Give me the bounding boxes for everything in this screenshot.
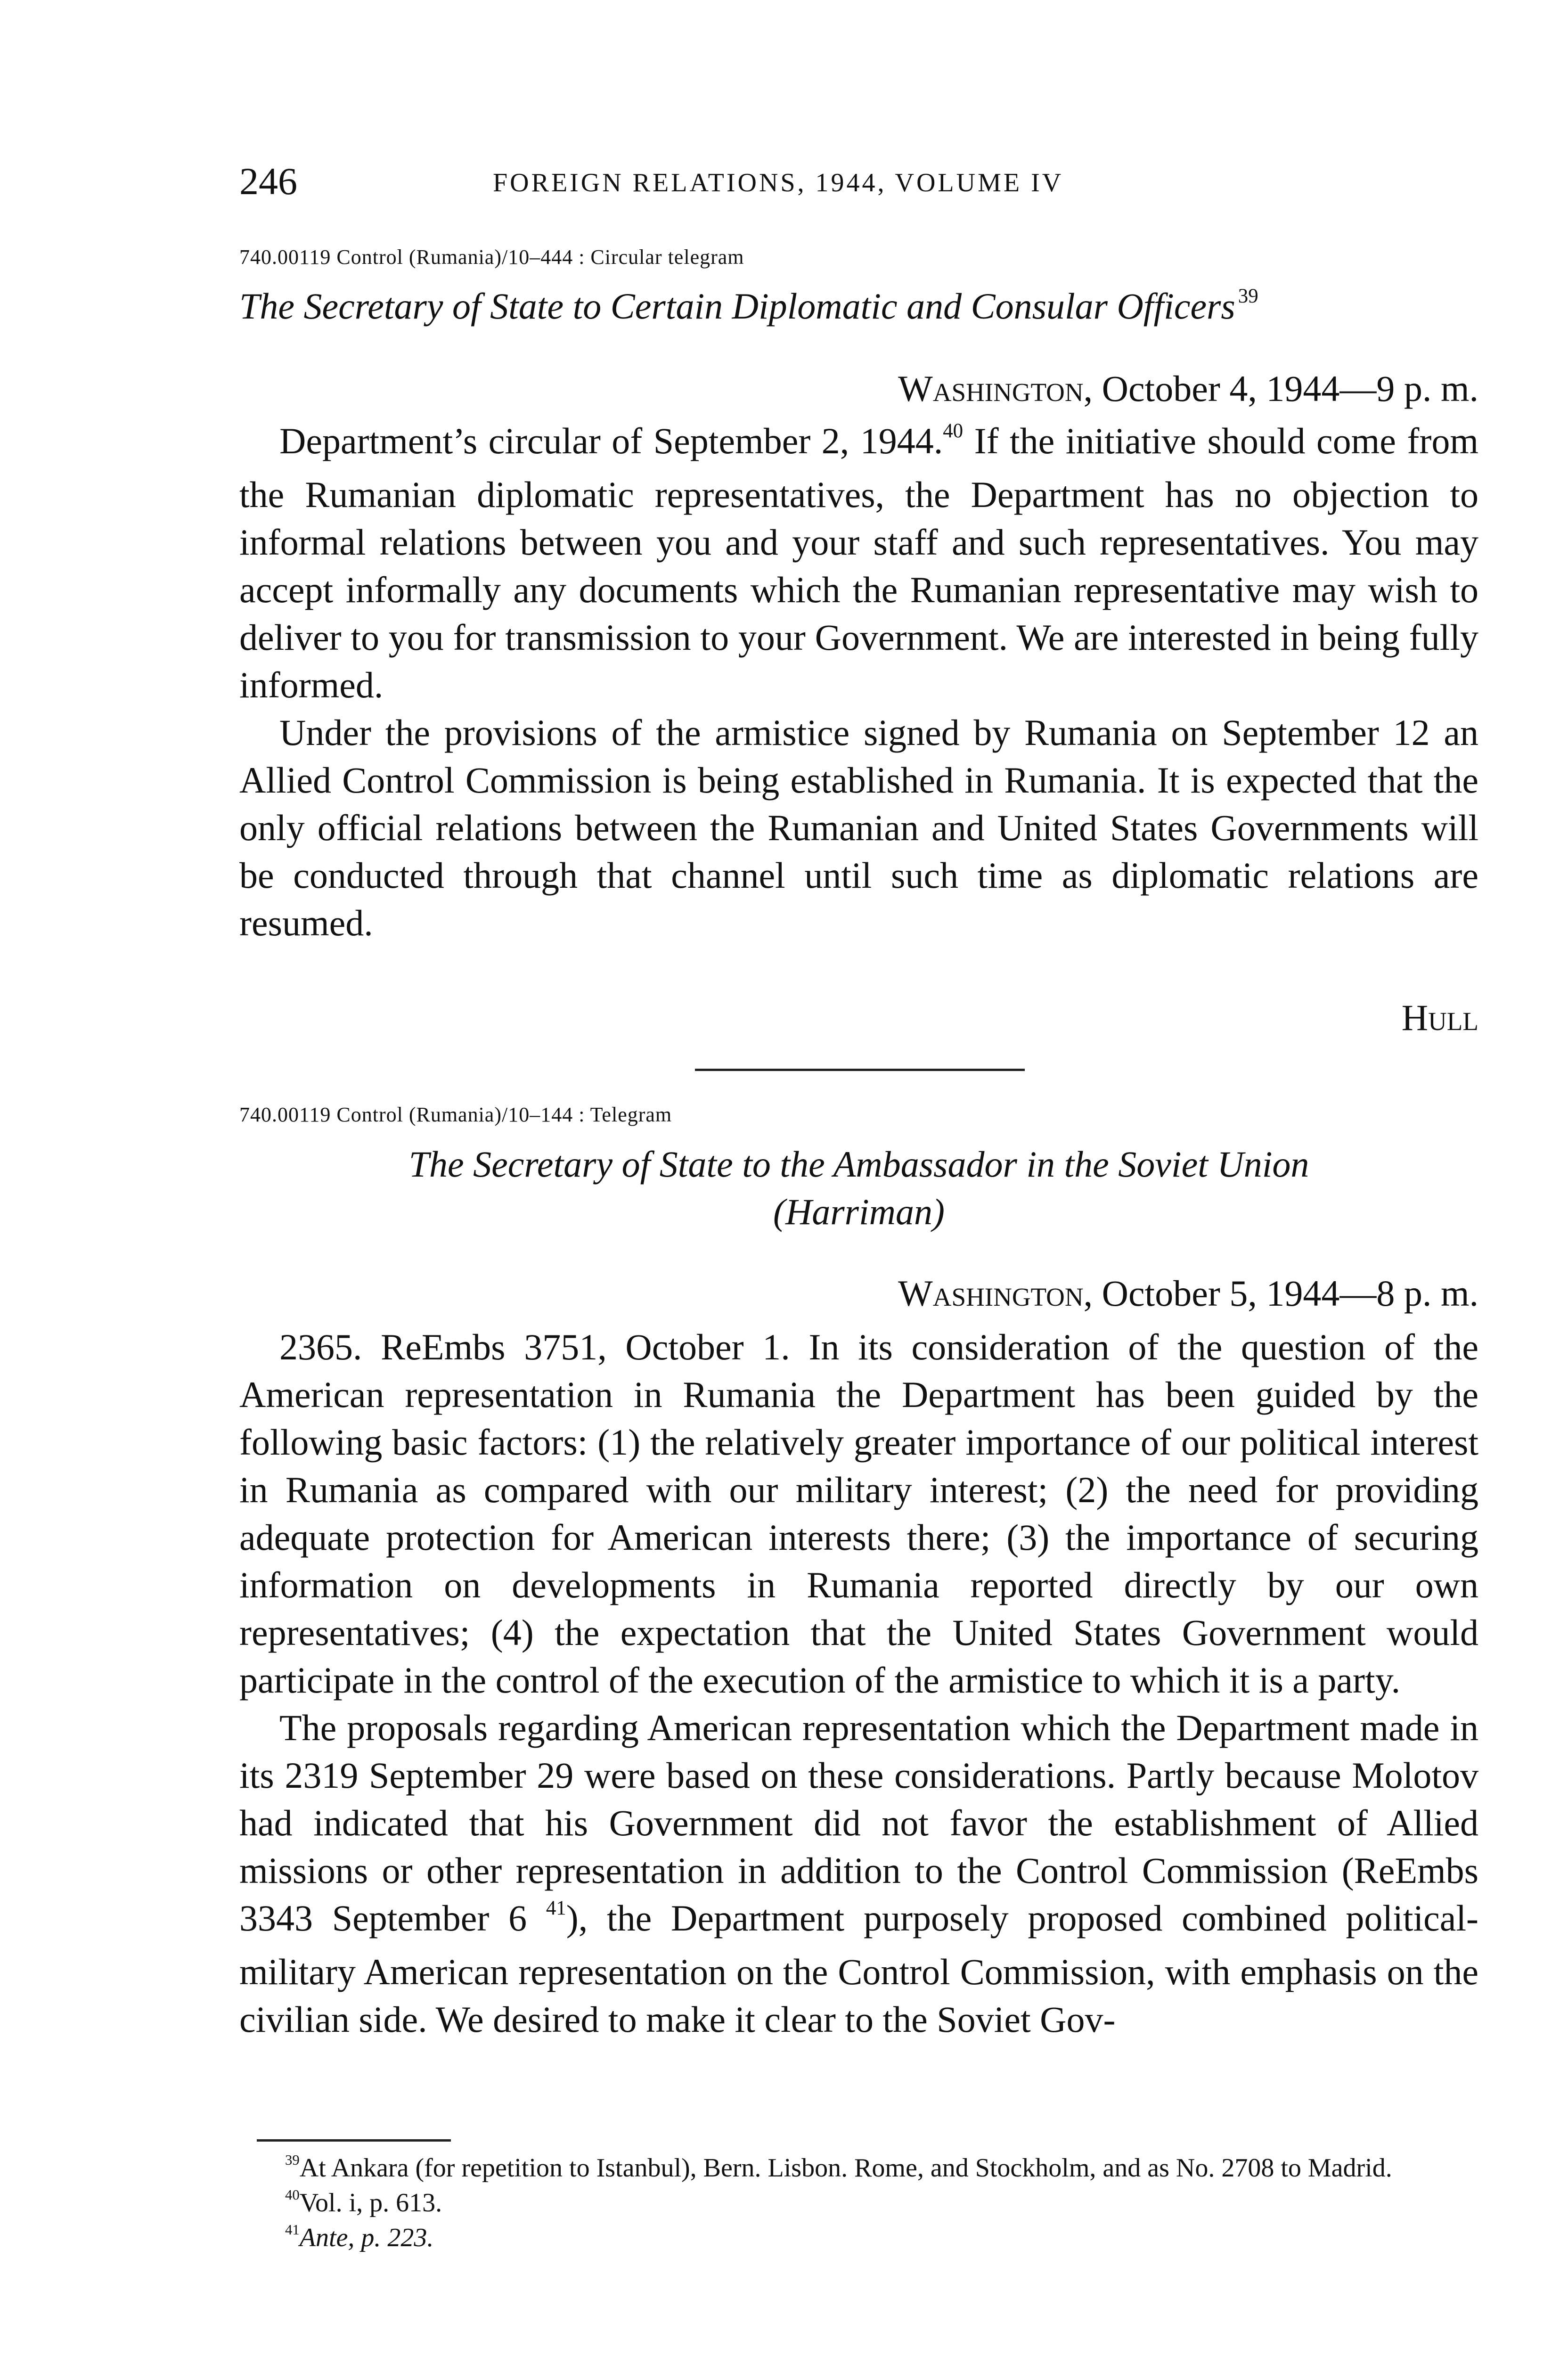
document-title [239, 285, 1258, 327]
document-body [239, 417, 1478, 947]
running-head: FOREIGN RELATIONS, 1944, VOLUME IV [493, 168, 1064, 197]
footnote-ref: 41 [546, 1897, 566, 1919]
document-title-line: The Secretary of State to the Ambassador in the Soviet Union [408, 1144, 1309, 1185]
paragraph [239, 417, 1478, 709]
document-title-text: The Secretary of State to Certain Diplomatic and Consular Officers [239, 286, 1235, 327]
dateline-date: October 5, 1944—8 p. m. [1102, 1273, 1478, 1314]
file-reference: 740.00119 Control (Rumania)/10–144 : Telegram [239, 1103, 672, 1126]
footnote-ref: 40 [943, 419, 964, 442]
signature: Hull [1401, 997, 1478, 1038]
footnote-ref: 39 [1238, 285, 1258, 307]
footnote-text: Ante, p. 223. [299, 2223, 434, 2252]
document-title [239, 1140, 1478, 1235]
footnote-number: 39 [285, 2152, 300, 2168]
paragraph: Under the provisions of the armistice signed by Rumania on September 12 an Allied Control Commission is being established in Rumania. It is expected that the only official relations between the Rumanian and United States Governments will be conducted through that channel until such time as diplomatic relations are resumed. [239, 712, 1478, 943]
footnote-divider [257, 2139, 451, 2142]
footnote [257, 2152, 1478, 2187]
dateline [239, 1272, 1478, 1315]
dateline-date: October 4, 1944—9 p. m. [1102, 368, 1478, 409]
footnote [257, 2187, 1478, 2222]
section-divider [695, 1069, 1025, 1071]
footnote-number: 40 [285, 2187, 300, 2203]
paragraph-text: ), the Department purposely proposed combined political-military American representation on the Control Commission, with emphasis on the civilian side. We desired to make it clear to the Soviet Gov- [239, 1898, 1478, 2040]
file-reference: 740.00119 Control (Rumania)/10–444 : Circular telegram [239, 245, 744, 269]
paragraph [239, 1704, 1478, 2043]
document-body [239, 1323, 1478, 2043]
dateline-place: Washington, [898, 368, 1093, 409]
paragraph-text: The proposals regarding American representation which the Department made in its 2319 September 29 were based on these considerations. Partly because Molotov had indicated that his Government did not favor the establishment of Allied missions or other representation in addition to the Control Commission (ReEmbs 3343 September 6 [239, 1707, 1478, 1939]
dateline-place: Washington, [898, 1273, 1093, 1314]
footnote-text: At Ankara (for repetition to Istanbul), Bern. Lisbon. Rome, and Stockholm, and as No. 2708 to Madrid. [299, 2153, 1392, 2183]
dateline [239, 368, 1478, 410]
footnote-text: Vol. i, p. 613. [299, 2188, 442, 2217]
footnote [257, 2222, 1478, 2257]
footnotes [257, 2152, 1478, 2257]
paragraph-text: Department’s circular of September 2, 1944. [279, 420, 943, 461]
paragraph-text: If the initiative should come from the Rumanian diplomatic representatives, the Department has no objection to informal relations between you and your staff and such representatives. You may accept informally any documents which the Rumanian representative may wish to deliver to you for transmission to your Government. We are interested in being fully informed. [239, 420, 1478, 705]
footnote-number: 41 [285, 2222, 300, 2238]
paragraph: 2365. ReEmbs 3751, October 1. In its consideration of the question of the American representation in Rumania the Department has been guided by the following basic factors: (1) the relatively greater importance of our political interest in Rumania as compared with our military interest; (2) the need for providing adequate protection for American interests there; (3) the importance of securing information on developments in Rumania reported directly by our own representatives; (4) the expectation that the United States Government would participate in the control of the execution of the armistice to which it is a party. [239, 1326, 1478, 1701]
document-title-line: (Harriman) [773, 1191, 945, 1232]
page-number: 246 [239, 160, 297, 203]
